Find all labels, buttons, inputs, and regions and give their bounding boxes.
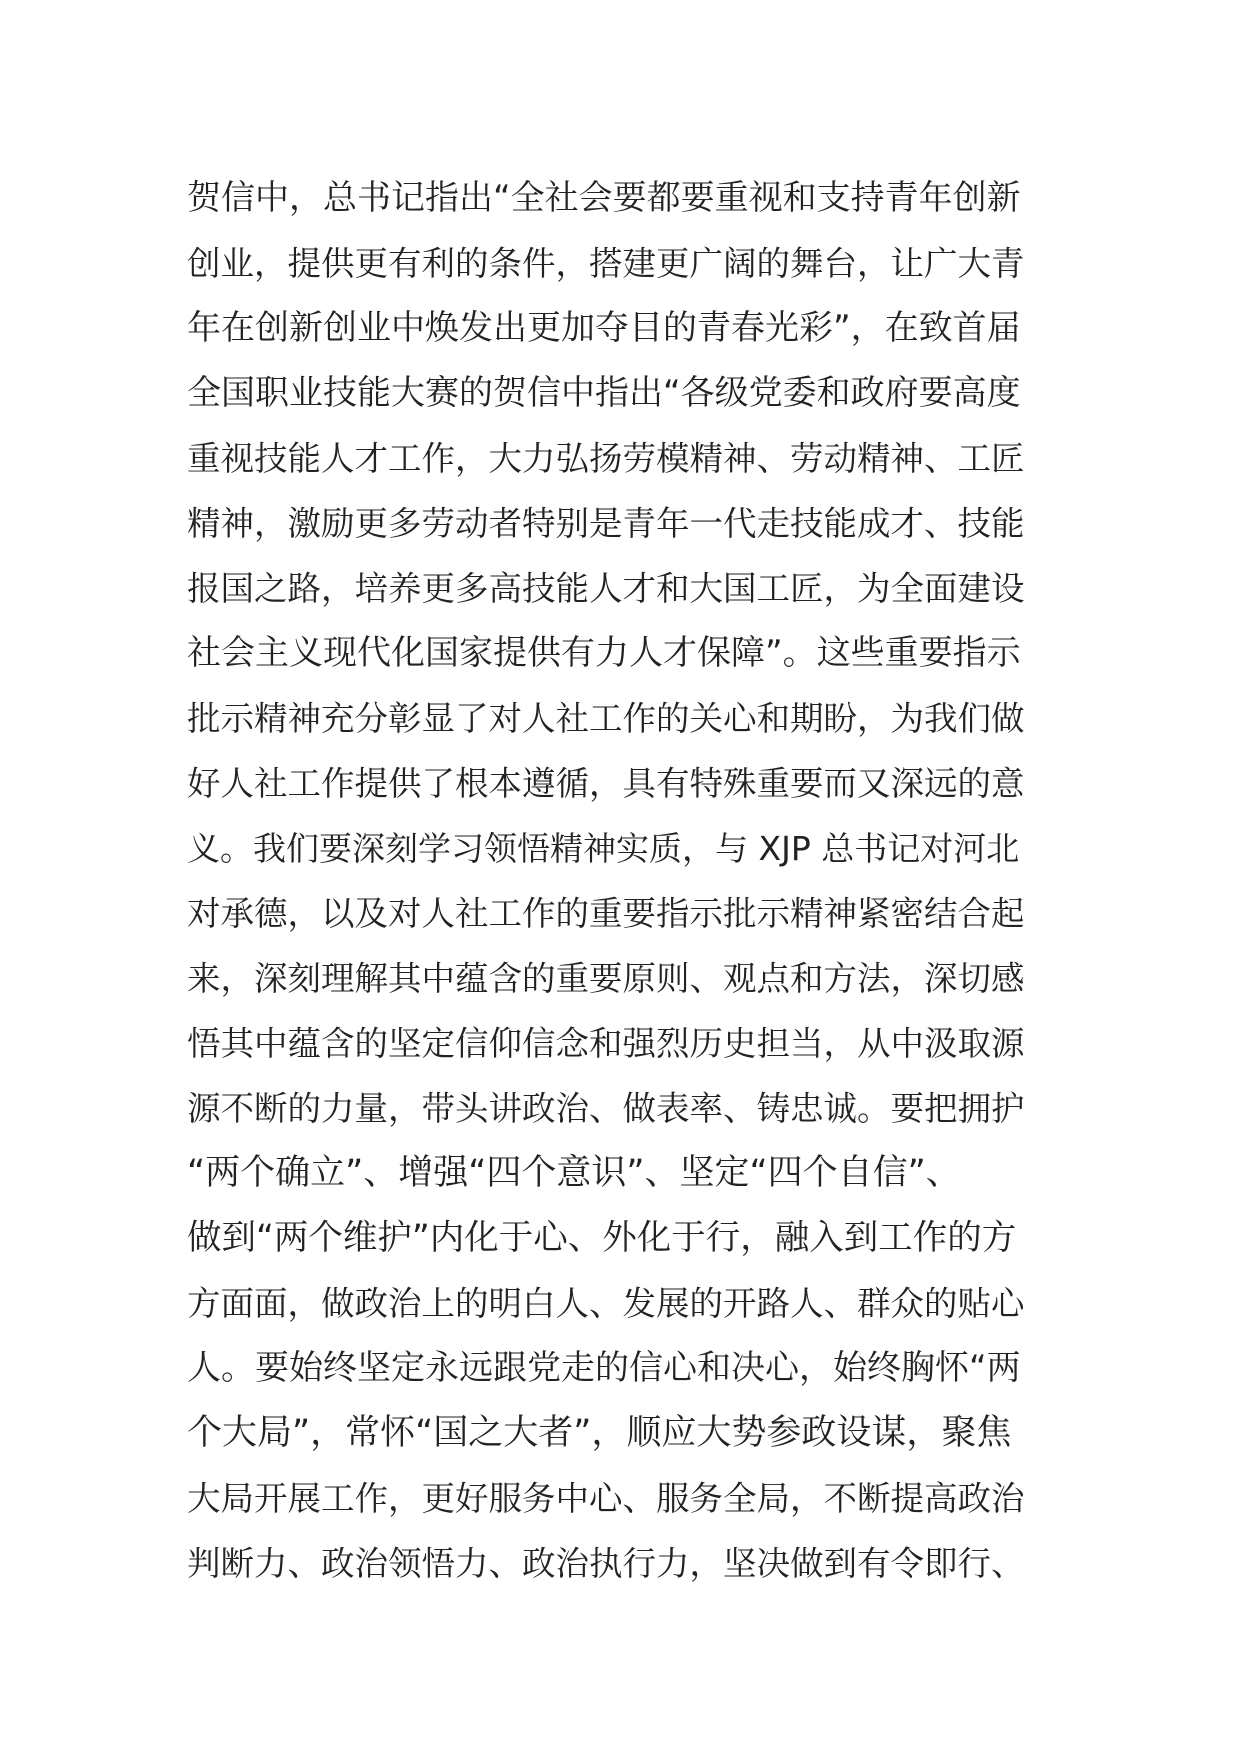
text-line: 判断力、政治领悟力、政治执行力，坚决做到有令即行、 — [187, 1544, 1025, 1583]
text-line: 报国之路，培养更多高技能人才和大国工匠，为全面建设 — [187, 569, 1025, 608]
text-line: 全国职业技能大赛的贺信中指出“各级党委和政府要高度 — [187, 373, 1021, 413]
text-line: 源不断的力量，带头讲政治、做表率、铸忠诚。要把拥护 — [187, 1089, 1025, 1128]
text-line: 重视技能人才工作，大力弘扬劳模精神、劳动精神、工匠 — [187, 439, 1025, 478]
text-line: 大局开展工作，更好服务中心、服务全局，不断提高政治 — [187, 1479, 1025, 1518]
text-line: 悟其中蕴含的坚定信仰信念和强烈历史担当，从中汲取源 — [187, 1024, 1025, 1063]
text-line: 社会主义现代化国家提供有力人才保障”。这些重要指示 — [187, 633, 1021, 673]
text-line: 义。我们要深刻学习领悟精神实质，与 XJP 总书记对河北 — [187, 829, 1020, 868]
text-line: 人。要始终坚定永远跟党走的信心和决心，始终胸怀“两 — [187, 1348, 1021, 1388]
text-line: 批示精神充分彰显了对人社工作的关心和期盼，为我们做 — [187, 699, 1025, 738]
text-line: 做到“两个维护”内化于心、外化于行，融入到工作的方 — [187, 1218, 1017, 1258]
text-line: 个大局”，常怀“国之大者”，顺应大势参政设谋，聚焦 — [187, 1413, 1012, 1453]
body-paragraph — [187, 166, 1027, 1596]
text-line: 对承德，以及对人社工作的重要指示批示精神紧密结合起 — [187, 894, 1025, 933]
text-line: 创业，提供更有利的条件，搭建更广阔的舞台，让广大青 — [187, 244, 1025, 283]
text-line: 好人社工作提供了根本遵循，具有特殊重要而又深远的意 — [187, 764, 1025, 803]
text-line: 来，深刻理解其中蕴含的重要原则、观点和方法，深切感 — [187, 959, 1025, 998]
text-line: 方面面，做政治上的明白人、发展的开路人、群众的贴心 — [187, 1284, 1025, 1323]
text-line: 贺信中，总书记指出“全社会要都要重视和支持青年创新 — [187, 178, 1021, 218]
text-line: 精神，激励更多劳动者特别是青年一代走技能成才、技能 — [187, 504, 1025, 543]
text-line: “两个确立”、增强“四个意识”、坚定“四个自信”、 — [187, 1153, 961, 1193]
text-line: 年在创新创业中焕发出更加夺目的青春光彩”，在致首届 — [187, 308, 1021, 348]
